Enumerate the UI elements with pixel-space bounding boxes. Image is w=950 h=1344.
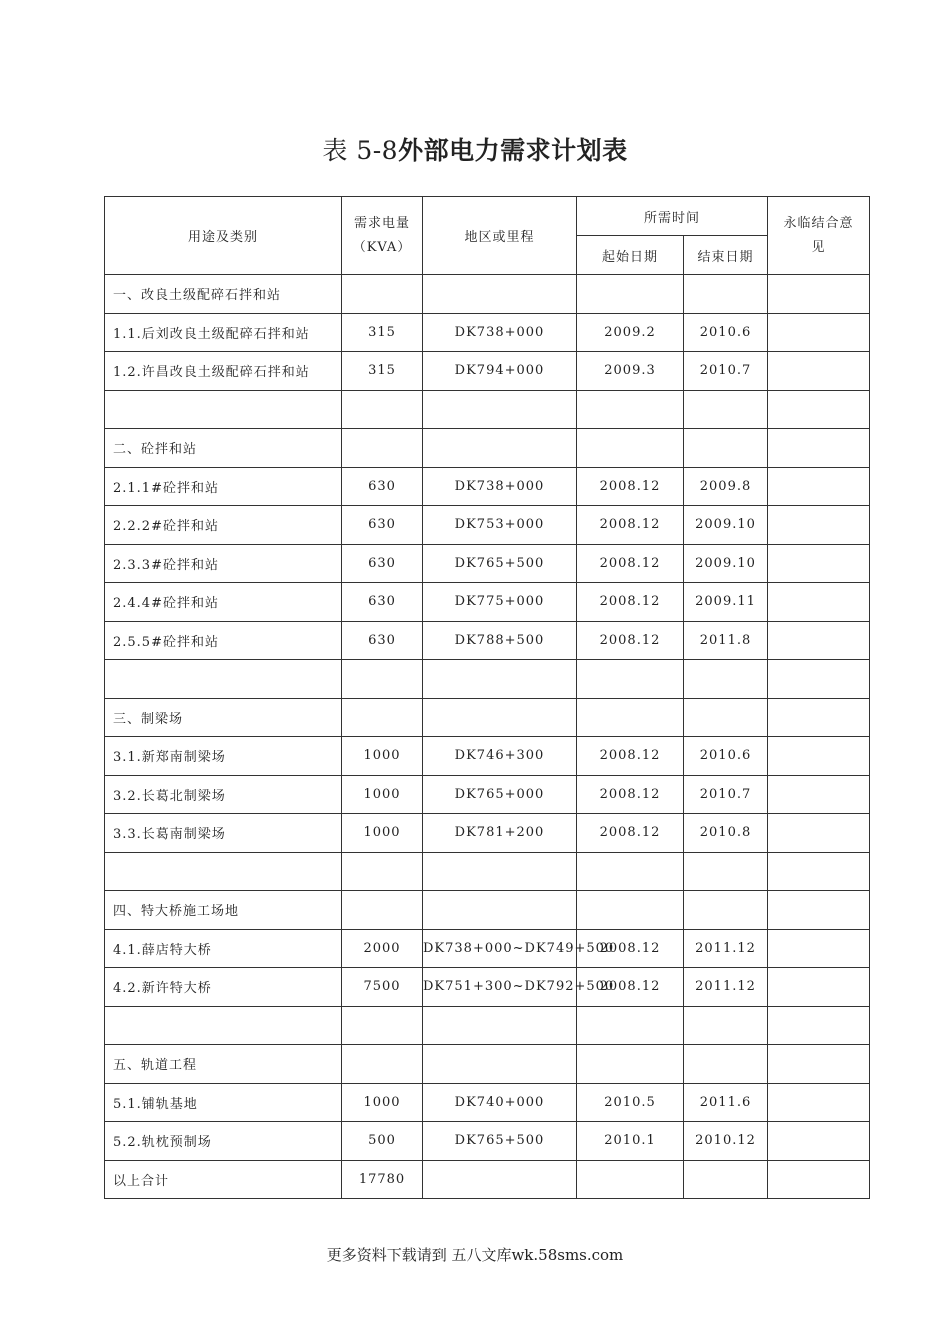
cell-use: 5.2.轨枕预制场 bbox=[105, 1122, 342, 1161]
table-row bbox=[105, 467, 870, 506]
table-row bbox=[105, 698, 870, 737]
cell-kva: 630 bbox=[342, 544, 423, 583]
cell-use: 4.1.薛店特大桥 bbox=[105, 929, 342, 968]
cell-use: 2.2.2#砼拌和站 bbox=[105, 506, 342, 545]
cell-start-date bbox=[577, 698, 684, 737]
cell-location: DK794+000 bbox=[423, 352, 577, 391]
cell-kva: 315 bbox=[342, 352, 423, 391]
cell-end-date: 2010.6 bbox=[684, 737, 768, 776]
cell-end-date bbox=[684, 275, 768, 314]
cell-kva: 630 bbox=[342, 621, 423, 660]
header-start-date: 起始日期 bbox=[577, 236, 684, 275]
cell-location bbox=[423, 390, 577, 429]
cell-start-date: 2009.2 bbox=[577, 313, 684, 352]
cell-start-date bbox=[577, 891, 684, 930]
cell-opinion bbox=[768, 775, 870, 814]
cell-kva: 315 bbox=[342, 313, 423, 352]
cell-use bbox=[105, 852, 342, 891]
cell-location bbox=[423, 1006, 577, 1045]
cell-kva: 630 bbox=[342, 506, 423, 545]
cell-start-date: 2008.12 bbox=[577, 506, 684, 545]
cell-start-date: 2008.12 bbox=[577, 968, 684, 1007]
cell-start-date: 2008.12 bbox=[577, 814, 684, 853]
cell-location bbox=[423, 1160, 577, 1199]
cell-kva: 7500 bbox=[342, 968, 423, 1007]
cell-kva bbox=[342, 852, 423, 891]
cell-end-date: 2009.10 bbox=[684, 544, 768, 583]
cell-start-date: 2008.12 bbox=[577, 544, 684, 583]
cell-start-date: 2010.5 bbox=[577, 1083, 684, 1122]
cell-location bbox=[423, 698, 577, 737]
cell-location: DK746+300 bbox=[423, 737, 577, 776]
table-row bbox=[105, 621, 870, 660]
cell-location bbox=[423, 1045, 577, 1084]
table-number: 表 5-8 bbox=[322, 136, 399, 165]
cell-location: DK753+000 bbox=[423, 506, 577, 545]
header-demand-line1: 需求电量 bbox=[353, 215, 410, 231]
cell-start-date bbox=[577, 1045, 684, 1084]
cell-start-date bbox=[577, 390, 684, 429]
cell-start-date bbox=[577, 1006, 684, 1045]
cell-start-date: 2008.12 bbox=[577, 621, 684, 660]
cell-kva: 500 bbox=[342, 1122, 423, 1161]
cell-use: 2.5.5#砼拌和站 bbox=[105, 621, 342, 660]
table-row bbox=[105, 891, 870, 930]
cell-opinion bbox=[768, 891, 870, 930]
cell-opinion bbox=[768, 1006, 870, 1045]
cell-kva: 1000 bbox=[342, 814, 423, 853]
table-row bbox=[105, 313, 870, 352]
cell-location: DK765+000 bbox=[423, 775, 577, 814]
header-demand bbox=[342, 197, 423, 275]
power-demand-table bbox=[104, 196, 870, 1199]
table-row bbox=[105, 737, 870, 776]
cell-opinion bbox=[768, 275, 870, 314]
cell-kva: 1000 bbox=[342, 737, 423, 776]
cell-use bbox=[105, 1006, 342, 1045]
cell-end-date: 2011.8 bbox=[684, 621, 768, 660]
cell-opinion bbox=[768, 852, 870, 891]
cell-location bbox=[423, 275, 577, 314]
cell-use: 三、制梁场 bbox=[105, 698, 342, 737]
cell-location bbox=[423, 660, 577, 699]
cell-use: 5.1.铺轨基地 bbox=[105, 1083, 342, 1122]
cell-opinion bbox=[768, 313, 870, 352]
cell-location bbox=[423, 429, 577, 468]
cell-use: 1.2.许昌改良土级配碎石拌和站 bbox=[105, 352, 342, 391]
cell-use: 二、砼拌和站 bbox=[105, 429, 342, 468]
cell-kva bbox=[342, 891, 423, 930]
table-row bbox=[105, 775, 870, 814]
cell-location: DK765+500 bbox=[423, 1122, 577, 1161]
cell-kva: 1000 bbox=[342, 775, 423, 814]
cell-use: 2.4.4#砼拌和站 bbox=[105, 583, 342, 622]
cell-use: 4.2.新许特大桥 bbox=[105, 968, 342, 1007]
cell-end-date bbox=[684, 1006, 768, 1045]
cell-opinion bbox=[768, 929, 870, 968]
page-title bbox=[0, 134, 950, 168]
header-time: 所需时间 bbox=[577, 197, 768, 236]
cell-kva: 630 bbox=[342, 467, 423, 506]
cell-opinion bbox=[768, 1160, 870, 1199]
cell-end-date: 2010.7 bbox=[684, 775, 768, 814]
cell-end-date bbox=[684, 1045, 768, 1084]
cell-opinion bbox=[768, 698, 870, 737]
cell-start-date: 2008.12 bbox=[577, 929, 684, 968]
cell-location: DK775+000 bbox=[423, 583, 577, 622]
cell-start-date: 2009.3 bbox=[577, 352, 684, 391]
cell-kva: 17780 bbox=[342, 1160, 423, 1199]
header-opinion bbox=[768, 197, 870, 275]
table-row bbox=[105, 1006, 870, 1045]
cell-opinion bbox=[768, 1122, 870, 1161]
cell-use bbox=[105, 390, 342, 429]
table-row bbox=[105, 583, 870, 622]
cell-location: DK738+000 bbox=[423, 467, 577, 506]
cell-opinion bbox=[768, 506, 870, 545]
cell-use: 3.1.新郑南制梁场 bbox=[105, 737, 342, 776]
cell-end-date bbox=[684, 698, 768, 737]
cell-end-date: 2011.12 bbox=[684, 929, 768, 968]
cell-use: 2.1.1#砼拌和站 bbox=[105, 467, 342, 506]
table-row bbox=[105, 275, 870, 314]
cell-location: DK765+500 bbox=[423, 544, 577, 583]
cell-use: 一、改良土级配碎石拌和站 bbox=[105, 275, 342, 314]
cell-end-date bbox=[684, 852, 768, 891]
cell-end-date bbox=[684, 891, 768, 930]
table-row bbox=[105, 968, 870, 1007]
cell-end-date bbox=[684, 390, 768, 429]
cell-start-date bbox=[577, 660, 684, 699]
table-row bbox=[105, 1045, 870, 1084]
cell-opinion bbox=[768, 390, 870, 429]
cell-kva bbox=[342, 429, 423, 468]
cell-end-date: 2009.10 bbox=[684, 506, 768, 545]
cell-start-date bbox=[577, 1160, 684, 1199]
cell-end-date bbox=[684, 660, 768, 699]
cell-kva bbox=[342, 1006, 423, 1045]
cell-opinion bbox=[768, 1083, 870, 1122]
cell-location: DK738+000~DK749+500 bbox=[423, 929, 577, 968]
cell-end-date: 2010.7 bbox=[684, 352, 768, 391]
table-row bbox=[105, 852, 870, 891]
cell-location: DK751+300~DK792+500 bbox=[423, 968, 577, 1007]
cell-opinion bbox=[768, 429, 870, 468]
table-row bbox=[105, 1083, 870, 1122]
cell-kva: 1000 bbox=[342, 1083, 423, 1122]
cell-use: 以上合计 bbox=[105, 1160, 342, 1199]
header-demand-line2: （KVA） bbox=[352, 239, 412, 255]
cell-opinion bbox=[768, 660, 870, 699]
header-end-date: 结束日期 bbox=[684, 236, 768, 275]
table-row bbox=[105, 390, 870, 429]
cell-use bbox=[105, 660, 342, 699]
cell-opinion bbox=[768, 737, 870, 776]
table-row bbox=[105, 814, 870, 853]
table-row bbox=[105, 1160, 870, 1199]
cell-start-date bbox=[577, 852, 684, 891]
cell-location: DK781+200 bbox=[423, 814, 577, 853]
cell-opinion bbox=[768, 621, 870, 660]
cell-kva bbox=[342, 698, 423, 737]
cell-use: 四、特大桥施工场地 bbox=[105, 891, 342, 930]
cell-start-date: 2008.12 bbox=[577, 737, 684, 776]
cell-location: DK740+000 bbox=[423, 1083, 577, 1122]
cell-end-date: 2010.8 bbox=[684, 814, 768, 853]
table-row bbox=[105, 1122, 870, 1161]
footer-note: 更多资料下载请到 五八文库wk.58sms.com bbox=[326, 1246, 624, 1264]
cell-start-date bbox=[577, 275, 684, 314]
cell-end-date: 2010.6 bbox=[684, 313, 768, 352]
header-use: 用途及类别 bbox=[105, 197, 342, 275]
cell-kva bbox=[342, 1045, 423, 1084]
table-row bbox=[105, 506, 870, 545]
cell-start-date: 2008.12 bbox=[577, 775, 684, 814]
cell-kva: 2000 bbox=[342, 929, 423, 968]
cell-opinion bbox=[768, 1045, 870, 1084]
cell-end-date: 2011.6 bbox=[684, 1083, 768, 1122]
cell-end-date: 2009.11 bbox=[684, 583, 768, 622]
header-opinion-line2: 见 bbox=[811, 239, 826, 255]
cell-end-date: 2010.12 bbox=[684, 1122, 768, 1161]
cell-use: 3.3.长葛南制梁场 bbox=[105, 814, 342, 853]
table-row bbox=[105, 660, 870, 699]
table-row bbox=[105, 429, 870, 468]
cell-kva bbox=[342, 390, 423, 429]
cell-use: 3.2.长葛北制梁场 bbox=[105, 775, 342, 814]
header-opinion-line1: 永临结合意 bbox=[783, 215, 854, 231]
cell-location bbox=[423, 891, 577, 930]
cell-use: 1.1.后刘改良土级配碎石拌和站 bbox=[105, 313, 342, 352]
cell-use: 2.3.3#砼拌和站 bbox=[105, 544, 342, 583]
cell-kva bbox=[342, 660, 423, 699]
cell-kva bbox=[342, 275, 423, 314]
cell-start-date: 2010.1 bbox=[577, 1122, 684, 1161]
cell-opinion bbox=[768, 467, 870, 506]
cell-opinion bbox=[768, 814, 870, 853]
cell-use: 五、轨道工程 bbox=[105, 1045, 342, 1084]
cell-location bbox=[423, 852, 577, 891]
cell-start-date bbox=[577, 429, 684, 468]
table-row bbox=[105, 352, 870, 391]
table-title: 外部电力需求计划表 bbox=[398, 136, 628, 165]
cell-end-date bbox=[684, 429, 768, 468]
cell-end-date bbox=[684, 1160, 768, 1199]
cell-end-date: 2011.12 bbox=[684, 968, 768, 1007]
header-location: 地区或里程 bbox=[423, 197, 577, 275]
cell-kva: 630 bbox=[342, 583, 423, 622]
cell-location: DK788+500 bbox=[423, 621, 577, 660]
cell-start-date: 2008.12 bbox=[577, 583, 684, 622]
cell-opinion bbox=[768, 352, 870, 391]
cell-opinion bbox=[768, 544, 870, 583]
table-row bbox=[105, 929, 870, 968]
cell-start-date: 2008.12 bbox=[577, 467, 684, 506]
table-row bbox=[105, 544, 870, 583]
cell-end-date: 2009.8 bbox=[684, 467, 768, 506]
cell-location: DK738+000 bbox=[423, 313, 577, 352]
cell-opinion bbox=[768, 583, 870, 622]
cell-opinion bbox=[768, 968, 870, 1007]
header-row-1 bbox=[105, 197, 870, 236]
